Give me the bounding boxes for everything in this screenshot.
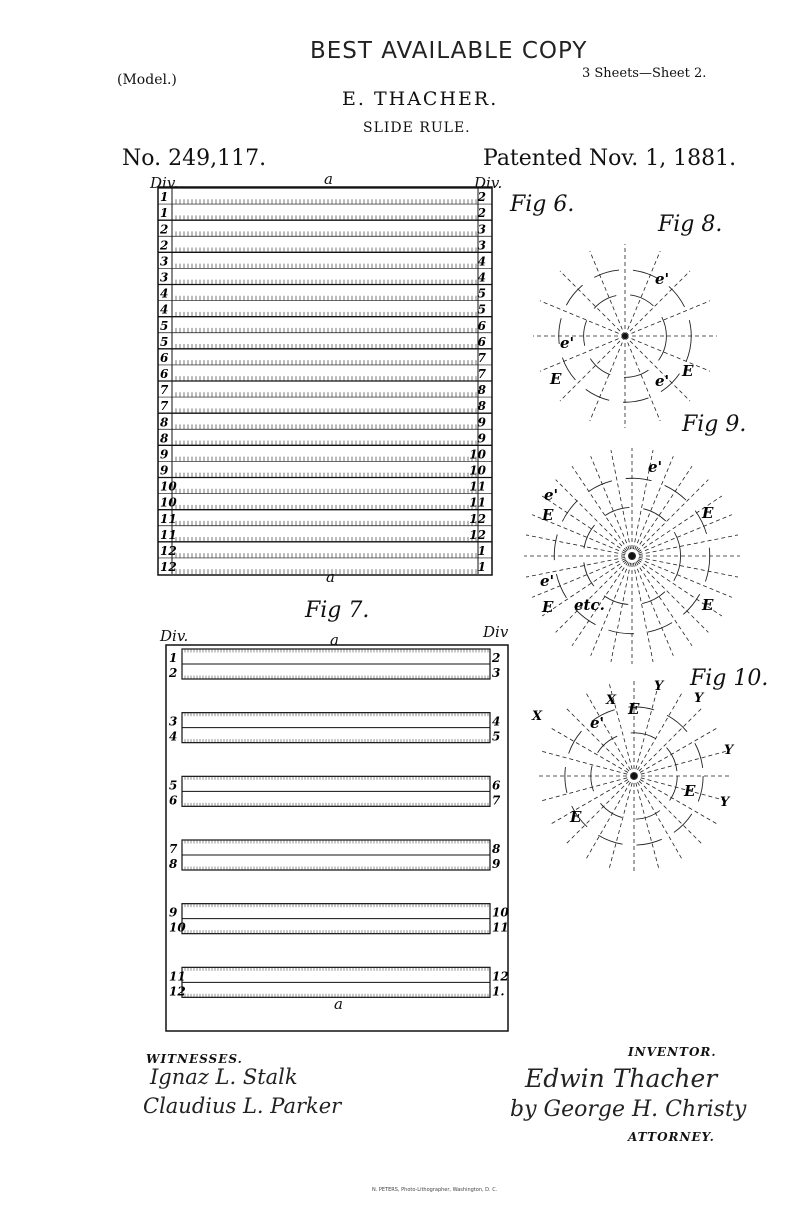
- fig9-dial-diagram: [512, 440, 752, 680]
- fig6-left-number: 3: [160, 254, 169, 269]
- fig7-right-number: 3: [492, 666, 501, 680]
- fig6-top-letter: a: [324, 170, 333, 188]
- fig6-left-number: 8: [160, 415, 169, 430]
- fig6-left-number: 12: [160, 560, 177, 574]
- dial-spoke: [625, 301, 710, 336]
- dial-spoke: [632, 556, 738, 577]
- inventor-signature: Edwin Thacher: [525, 1064, 718, 1093]
- patent-number: No. 249,117.: [122, 146, 267, 171]
- dial-spoke: [541, 751, 634, 776]
- fig7-right-number: 1.: [492, 984, 505, 999]
- fig6-left-number: 10: [160, 495, 177, 510]
- dial-e-label: e': [560, 334, 575, 352]
- dial-spoke: [590, 251, 625, 336]
- fig6-ticks: [172, 392, 476, 397]
- fig7-left-number: 9: [169, 905, 178, 920]
- fig6-left-number: 9: [160, 447, 169, 462]
- fig9-label: Fig 9.: [682, 412, 747, 437]
- dial-e-label: e': [648, 458, 663, 476]
- dial-spoke: [611, 450, 632, 556]
- fig6-ticks: [172, 408, 476, 413]
- dial-E-label: E: [542, 598, 554, 616]
- dial-spoke: [634, 683, 659, 776]
- fig6-ticks: [172, 441, 476, 446]
- inventor-name-header: E. THACHER.: [342, 88, 499, 110]
- fig6-left-number: 4: [160, 302, 169, 317]
- fig6-right-number: 2: [477, 206, 486, 221]
- dial-spoke: [590, 336, 625, 421]
- fig6-left-number: 6: [160, 350, 169, 365]
- printer-credit: N. PETERS, Photo-Lithographer, Washington, D. C.: [372, 1187, 498, 1193]
- fig6-right-number: 1: [477, 543, 486, 558]
- fig6-right-number: 12: [469, 527, 486, 542]
- fig6-right-number: 4: [477, 254, 486, 269]
- dial-spoke: [632, 556, 653, 662]
- fig6-ticks: [172, 328, 476, 333]
- fig6-right-number: 3: [477, 222, 486, 237]
- attorney-label: ATTORNEY.: [628, 1130, 715, 1144]
- fig6-ticks: [172, 537, 476, 542]
- fig8-dial-diagram: [520, 236, 740, 436]
- fig6-right-number: 11: [469, 495, 486, 510]
- dial-spoke: [634, 776, 659, 869]
- dial-spoke: [556, 556, 632, 632]
- fig7-right-number: 10: [492, 905, 509, 920]
- fig6-slide-rule-scales: [150, 186, 500, 578]
- dial-spoke: [540, 301, 625, 336]
- fig6-left-number: 11: [160, 511, 177, 526]
- dial-spoke: [526, 535, 632, 556]
- fig8-label: Fig 8.: [658, 212, 723, 237]
- dial-center: [631, 773, 637, 779]
- dial-spoke: [551, 728, 634, 776]
- fig6-left-number: 7: [160, 383, 169, 398]
- dial-spoke: [634, 776, 727, 801]
- fig6-right-number: 5: [477, 286, 486, 301]
- dial-spoke: [625, 251, 660, 336]
- fig6-right-number: 9: [477, 431, 486, 446]
- fig6-right-number: 5: [477, 302, 486, 317]
- fig7-right-number: 12: [492, 969, 509, 984]
- fig7-left-number: 12: [169, 984, 186, 999]
- dial-spoke: [634, 751, 727, 776]
- fig7-left-number: 8: [169, 857, 178, 871]
- fig6-div-label: Div.: [150, 174, 179, 192]
- attorney-signature: by George H. Christy: [510, 1097, 747, 1122]
- fig6-right-number: 2: [477, 190, 486, 205]
- dial-spoke: [541, 776, 634, 801]
- fig6-ticks: [172, 553, 476, 558]
- fig6-right-number: 6: [477, 334, 486, 349]
- fig6-left-number: 2: [160, 238, 169, 253]
- dial-X-label: X: [606, 693, 617, 708]
- fig7-left-number: 4: [169, 729, 178, 744]
- dial-spoke: [625, 336, 690, 401]
- fig7-label: Fig 7.: [305, 598, 370, 623]
- fig6-right-number: 8: [477, 383, 486, 398]
- fig6-ticks: [172, 215, 476, 220]
- fig6-ticks: [172, 360, 476, 365]
- fig6-ticks: [172, 569, 476, 574]
- fig7-left-number: 2: [169, 666, 178, 680]
- dial-spoke: [632, 480, 708, 556]
- fig6-right-number: 1: [477, 560, 486, 574]
- dial-spoke: [586, 776, 634, 859]
- patent-date: Patented Nov. 1, 1881.: [483, 146, 737, 171]
- fig6-ticks: [172, 376, 476, 381]
- dial-center: [629, 553, 635, 559]
- fig7-top-letter: a: [330, 631, 339, 649]
- sheet-number: 3 Sheets—Sheet 2.: [582, 66, 707, 81]
- fig6-left-number: 9: [160, 463, 169, 478]
- dial-E-label: E: [550, 370, 562, 388]
- fig7-bottom-letter: a: [334, 995, 343, 1013]
- fig6-label: Fig 6.: [510, 192, 575, 217]
- dial-spoke: [634, 728, 717, 776]
- fig7-right-number: 6: [492, 778, 501, 793]
- fig7-div-left: Div.: [160, 627, 189, 645]
- fig6-ticks: [172, 296, 476, 301]
- fig6-right-number: 12: [469, 511, 486, 526]
- witnesses-label: WITNESSES.: [146, 1052, 243, 1066]
- fig6-ticks: [172, 489, 476, 494]
- fig6-right-number: 4: [477, 270, 486, 285]
- fig6-div-label-right: Div.: [474, 174, 503, 192]
- fig6-ticks: [172, 521, 476, 526]
- dial-e-label: e': [544, 486, 559, 504]
- dial-spoke: [611, 556, 632, 662]
- fig6-left-number: 1: [160, 206, 169, 221]
- dial-spoke: [634, 708, 702, 776]
- dial-spoke: [632, 556, 708, 632]
- fig6-left-number: 10: [160, 479, 177, 494]
- fig6-right-number: 3: [477, 238, 486, 253]
- fig7-frame: [166, 645, 508, 1031]
- dial-E-label: E: [570, 808, 582, 826]
- dial-E-label: E: [542, 506, 554, 524]
- fig7-left-number: 7: [169, 842, 178, 856]
- fig6-right-number: 7: [477, 350, 486, 365]
- dial-E-label: E: [682, 362, 694, 380]
- fig10-dial-diagram: [524, 676, 754, 886]
- dial-e-label: e': [655, 372, 670, 390]
- fig6-bottom-letter: a: [326, 568, 335, 586]
- dial-Y-label: Y: [724, 743, 734, 758]
- dial-spoke: [632, 535, 738, 556]
- dial-E-label: E: [702, 596, 714, 614]
- inventor-label: INVENTOR.: [628, 1045, 717, 1059]
- dial-spoke: [634, 776, 682, 859]
- fig6-ticks: [172, 424, 476, 429]
- fig6-right-number: 11: [469, 479, 486, 494]
- fig6-left-number: 5: [160, 318, 169, 333]
- fig6-left-number: 12: [160, 543, 177, 558]
- best-available-copy-stamp: BEST AVAILABLE COPY: [310, 38, 588, 64]
- fig7-left-number: 10: [169, 920, 186, 935]
- dial-spoke: [609, 776, 634, 869]
- fig7-div-right: Div: [483, 623, 509, 641]
- fig7-left-number: 6: [169, 793, 178, 808]
- fig6-right-number: 10: [469, 463, 486, 478]
- witness-signature-2: Claudius L. Parker: [143, 1094, 342, 1118]
- dial-E-label: E: [628, 700, 640, 718]
- dial-spoke: [625, 336, 710, 371]
- fig6-right-number: 8: [477, 399, 486, 414]
- patent-title: SLIDE RULE.: [363, 120, 471, 136]
- fig6-ticks: [172, 505, 476, 510]
- witness-signature-1: Ignaz L. Stalk: [150, 1065, 298, 1089]
- dial-e-label: e': [590, 714, 605, 732]
- fig6-ticks: [172, 312, 476, 317]
- dial-X-label: X: [532, 709, 543, 724]
- fig6-left-number: 11: [160, 527, 177, 542]
- fig6-left-number: 8: [160, 431, 169, 446]
- dial-center: [622, 333, 628, 339]
- fig7-slide-rule-strips: [160, 643, 512, 1035]
- dial-spoke: [551, 776, 634, 824]
- fig6-right-number: 10: [469, 447, 486, 462]
- dial-etc-label: etc.: [574, 596, 605, 614]
- fig6-left-number: 6: [160, 367, 169, 381]
- fig6-ticks: [172, 231, 476, 236]
- fig6-ticks: [172, 280, 476, 285]
- dial-Y-label: Y: [654, 679, 664, 694]
- model-label: (Model.): [117, 72, 177, 88]
- fig6-ticks: [172, 248, 476, 253]
- fig10-label: Fig 10.: [690, 666, 769, 691]
- fig6-ticks: [172, 199, 476, 204]
- fig6-right-number: 9: [477, 415, 486, 430]
- fig6-ticks: [172, 344, 476, 349]
- fig7-left-number: 3: [169, 714, 178, 729]
- dial-E-label: E: [684, 782, 696, 800]
- fig7-right-number: 7: [492, 793, 501, 808]
- fig7-right-number: 2: [492, 651, 501, 665]
- fig6-right-number: 6: [477, 318, 486, 333]
- dial-Y-label: Y: [720, 795, 730, 810]
- dial-e-label: e': [540, 572, 555, 590]
- fig7-right-number: 4: [492, 714, 501, 729]
- dial-E-label: E: [702, 504, 714, 522]
- fig6-left-number: 4: [160, 286, 169, 301]
- fig7-left-number: 11: [169, 969, 186, 984]
- dial-Y-label: Y: [694, 691, 704, 706]
- fig7-left-number: 1: [169, 651, 178, 665]
- fig7-right-number: 9: [492, 857, 501, 871]
- dial-spoke: [556, 480, 632, 556]
- dial-spoke: [540, 336, 625, 371]
- fig7-right-number: 11: [492, 920, 509, 935]
- fig7-right-number: 8: [492, 842, 501, 856]
- fig6-ticks: [172, 473, 476, 478]
- fig7-left-number: 5: [169, 778, 178, 793]
- fig6-ticks: [172, 457, 476, 462]
- fig6-left-number: 1: [160, 190, 169, 205]
- fig6-left-number: 7: [160, 399, 169, 414]
- fig6-ticks: [172, 264, 476, 269]
- fig6-left-number: 5: [160, 334, 169, 349]
- dial-spoke: [634, 776, 717, 824]
- dial-spoke: [634, 693, 682, 776]
- dial-e-label: e': [655, 270, 670, 288]
- fig6-left-number: 2: [160, 222, 169, 237]
- dial-spoke: [560, 271, 625, 336]
- fig7-right-number: 5: [492, 729, 501, 744]
- fig6-left-number: 3: [160, 270, 169, 285]
- fig6-right-number: 7: [477, 367, 486, 381]
